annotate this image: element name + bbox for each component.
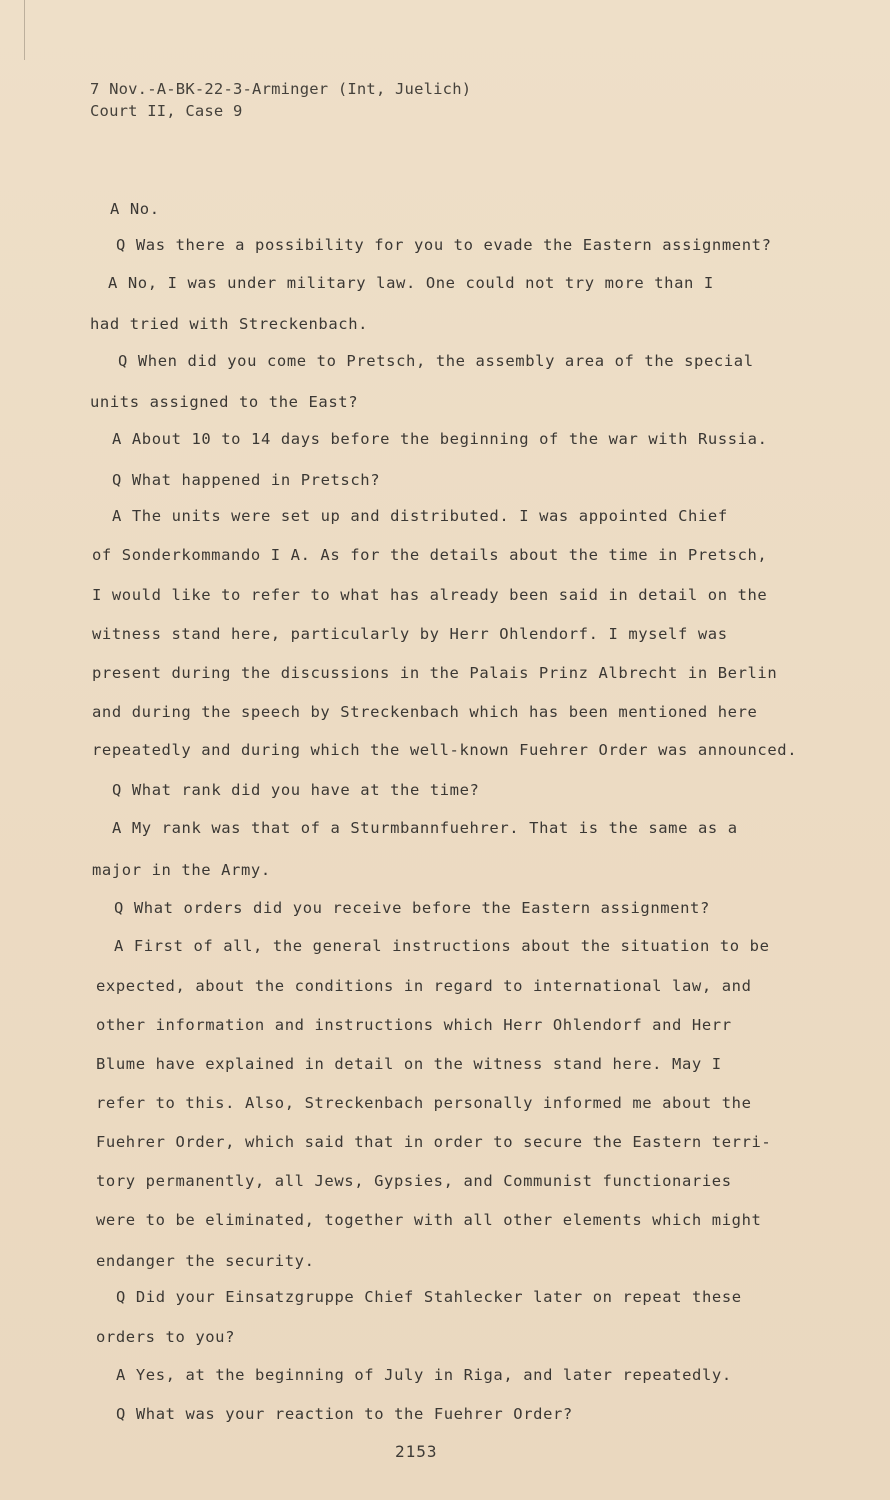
- transcript-line: Q What was your reaction to the Fuehrer Order?: [116, 1405, 573, 1423]
- transcript-line: major in the Army.: [92, 861, 271, 879]
- transcript-line: other information and instructions which Herr Ohlendorf and Herr: [96, 1016, 732, 1034]
- transcript-line: tory permanently, all Jews, Gypsies, and Communist functionaries: [96, 1172, 732, 1190]
- transcript-line: Q What happened in Pretsch?: [112, 471, 381, 489]
- transcript-line: witness stand here, particularly by Herr Ohlendorf. I myself was: [92, 625, 728, 643]
- transcript-line: refer to this. Also, Streckenbach personally informed me about the: [96, 1094, 752, 1112]
- transcript-line: A Yes, at the beginning of July in Riga, and later repeatedly.: [116, 1366, 732, 1384]
- transcript-line: endanger the security.: [96, 1252, 315, 1270]
- page-number: 2153: [395, 1442, 438, 1461]
- header-reference: 7 Nov.-A-BK-22-3-Arminger (Int, Juelich): [90, 80, 472, 98]
- transcript-line: Q Was there a possibility for you to evade the Eastern assignment?: [116, 236, 772, 254]
- transcript-line: A First of all, the general instructions about the situation to be: [114, 937, 770, 955]
- transcript-line: repeatedly and during which the well-known Fuehrer Order was announced.: [92, 741, 798, 759]
- transcript-line: had tried with Streckenbach.: [90, 315, 369, 333]
- transcript-line: orders to you?: [96, 1328, 236, 1346]
- header-court-case: Court II, Case 9: [90, 102, 243, 120]
- transcript-line: Q When did you come to Pretsch, the assembly area of the special: [118, 352, 754, 370]
- transcript-line: present during the discussions in the Palais Prinz Albrecht in Berlin: [92, 664, 778, 682]
- transcript-line: I would like to refer to what has already been said in detail on the: [92, 586, 768, 604]
- transcript-line: Q What rank did you have at the time?: [112, 781, 480, 799]
- transcript-line: Blume have explained in detail on the witness stand here. May I: [96, 1055, 722, 1073]
- transcript-line: A The units were set up and distributed. I was appointed Chief: [112, 507, 728, 525]
- transcript-line: A About 10 to 14 days before the beginning of the war with Russia.: [112, 430, 768, 448]
- transcript-line: A No, I was under military law. One could not try more than I: [108, 274, 714, 292]
- transcript-line: units assigned to the East?: [90, 393, 359, 411]
- transcript-line: of Sonderkommando I A. As for the details about the time in Pretsch,: [92, 546, 768, 564]
- transcript-line: Q What orders did you receive before the Eastern assignment?: [114, 899, 710, 917]
- transcript-line: A No.: [110, 200, 160, 218]
- margin-mark: [24, 0, 25, 60]
- transcript-line: were to be eliminated, together with all other elements which might: [96, 1211, 762, 1229]
- transcript-line: Fuehrer Order, which said that in order to secure the Eastern terri-: [96, 1133, 772, 1151]
- transcript-line: Q Did your Einsatzgruppe Chief Stahlecker later on repeat these: [116, 1288, 742, 1306]
- transcript-line: expected, about the conditions in regard to international law, and: [96, 977, 752, 995]
- transcript-line: A My rank was that of a Sturmbannfuehrer. That is the same as a: [112, 819, 738, 837]
- transcript-line: and during the speech by Streckenbach which has been mentioned here: [92, 703, 758, 721]
- document-header: [90, 78, 471, 122]
